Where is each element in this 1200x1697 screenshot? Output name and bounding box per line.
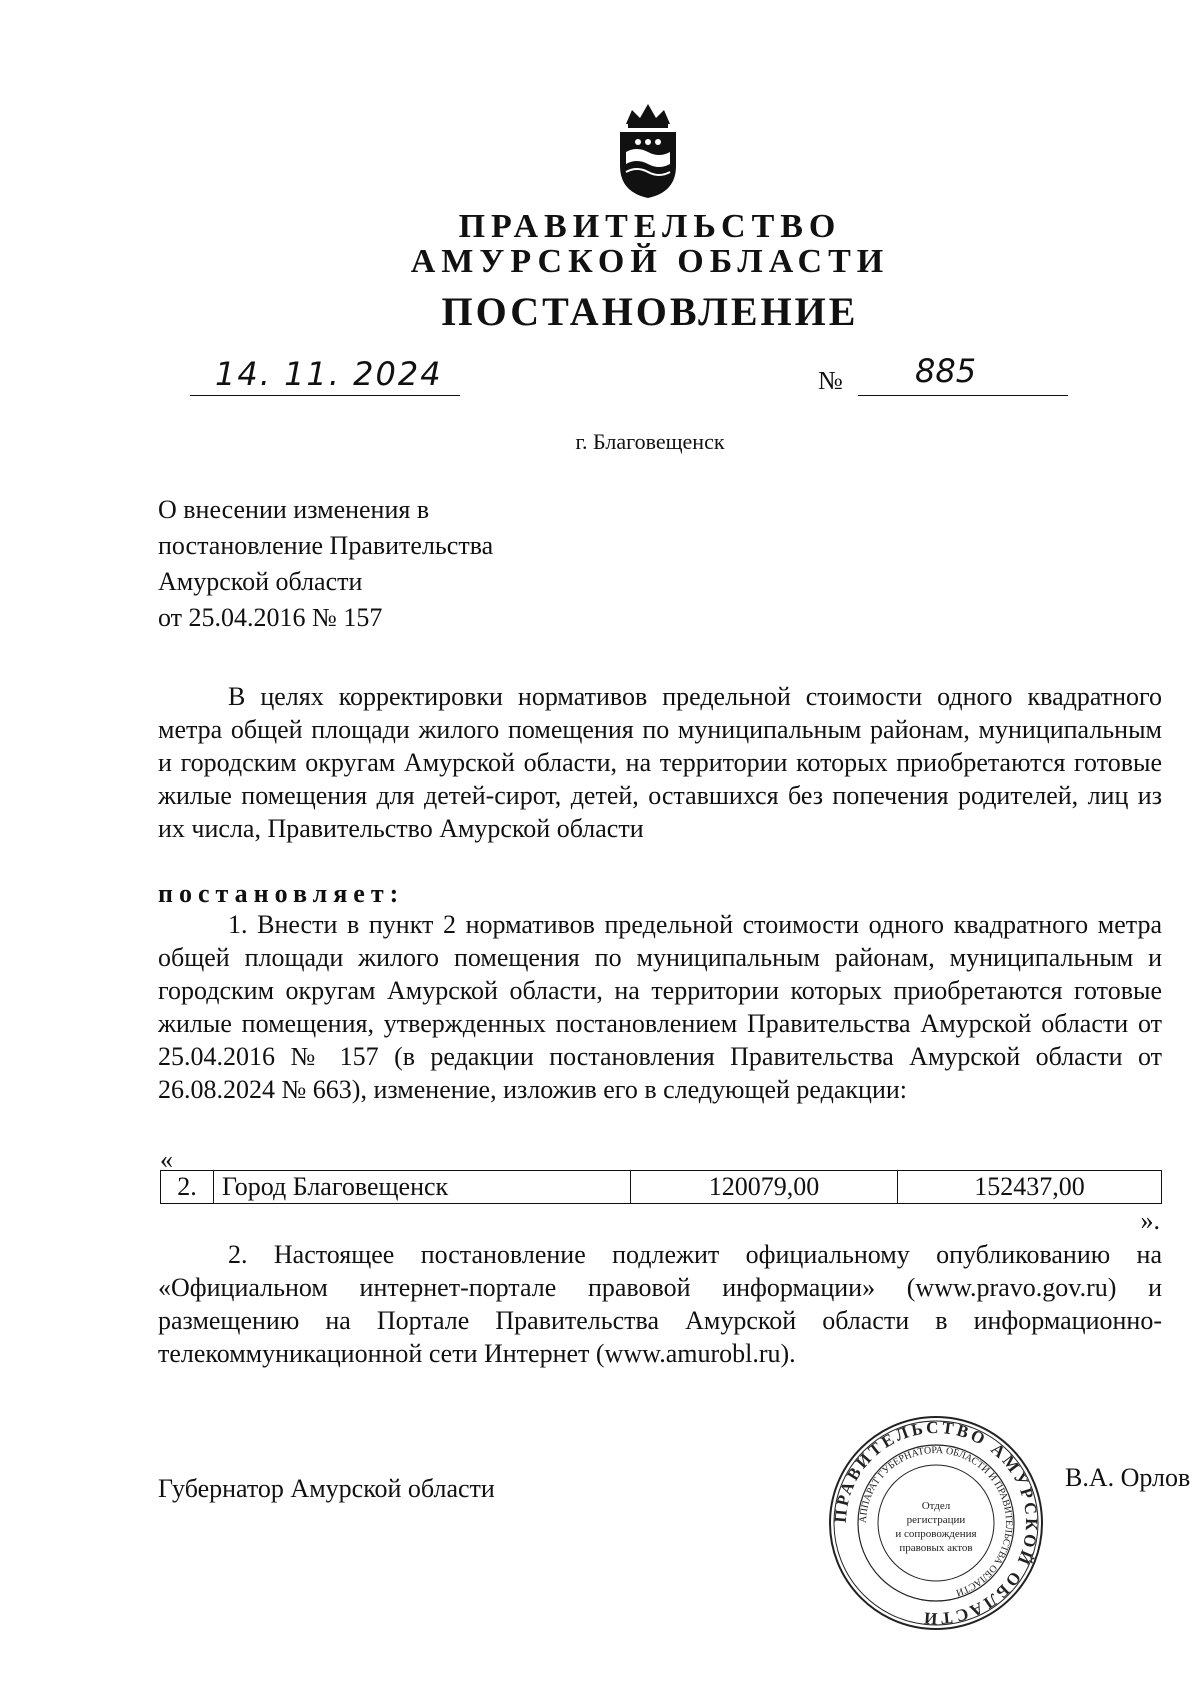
document-date: 14. 11. 2024 bbox=[215, 355, 443, 393]
value-2: 152437,00 bbox=[898, 1171, 1162, 1204]
number-underline bbox=[858, 395, 1068, 396]
date-underline bbox=[190, 395, 460, 396]
amendment-table bbox=[160, 1170, 1162, 1204]
seal-center-line: Отдел bbox=[921, 1500, 951, 1512]
signatory-name: В.А. Орлов bbox=[1065, 1463, 1191, 1492]
subject-line: О внесении изменения в bbox=[158, 495, 430, 524]
seal-inner-text: АППАРАТ ГУБЕРНАТОРА ОБЛАСТИ И ПРАВИТЕЛЬСТВА ОБЛАСТИ bbox=[857, 1444, 1015, 1598]
municipality-name: Город Благовещенск bbox=[214, 1171, 631, 1204]
quote-open: « bbox=[160, 1145, 173, 1174]
row-number: 2. bbox=[161, 1171, 214, 1204]
seal-outer-text: ПРАВИТЕЛЬСТВО АМУРСКОЙ ОБЛАСТИ bbox=[830, 1417, 1042, 1629]
document-subject bbox=[158, 492, 493, 636]
subject-line: от 25.04.2016 № 157 bbox=[158, 603, 383, 632]
organization-name-line2: АМУРСКОЙ ОБЛАСТИ bbox=[410, 243, 890, 280]
item-2-paragraph: 2. Настоящее постановление подлежит официальному опубликованию на «Официальном интернет-портале правовой информации» (www.pravo.gov.ru) и размещению на Портале Правительства Амурской области в информационно-телекоммуникационной сети Интернет (www.amurobl.ru). bbox=[158, 1240, 1162, 1368]
signatory-title: Губернатор Амурской области bbox=[158, 1474, 495, 1503]
seal-center-line: правовых актов bbox=[899, 1542, 973, 1554]
table-row bbox=[161, 1171, 1162, 1204]
official-seal-icon bbox=[826, 1413, 1046, 1633]
preamble-paragraph: В целях корректировки нормативов предельной стоимости одного квадратного метра общей площади жилого помещения по муниципальным районам, муниципальным и городским округам Амурской области, на территории которых приобретаются готовые жилые помещения для детей-сирот, детей, оставшихся без попечения родителей, лиц из их числа, Правительство Амурской области bbox=[158, 682, 1162, 843]
city: г. Благовещенск bbox=[575, 429, 725, 454]
seal-center-line: регистрации bbox=[906, 1514, 966, 1526]
quote-close: ». bbox=[1140, 1206, 1160, 1235]
subject-line: Амурской области bbox=[158, 567, 363, 596]
number-label: № bbox=[818, 366, 843, 395]
item-1-paragraph: 1. Внести в пункт 2 нормативов предельной стоимости одного квадратного метра общей площади жилого помещения по муниципальным районам, муниципальным и городским округам Амурской области, на территории которых приобретаются готовые жилые помещения, утвержденных постановлением Правительства Амурской области от 25.04.2016 № 157 (в редакции постановления Правительства Амурской области от 26.08.2024 № 663), изменение, изложив его в следующей редакции: bbox=[158, 910, 1162, 1104]
coat-of-arms-icon bbox=[612, 100, 684, 200]
resolves-heading: постановляет: bbox=[158, 879, 405, 908]
subject-line: постановление Правительства bbox=[158, 531, 494, 560]
document-type: ПОСТАНОВЛЕНИЕ bbox=[441, 289, 859, 334]
value-1: 120079,00 bbox=[631, 1171, 898, 1204]
organization-name-line1: ПРАВИТЕЛЬСТВО bbox=[458, 208, 842, 245]
document-number: 885 bbox=[915, 352, 977, 390]
seal-center-line: и сопровождения bbox=[895, 1528, 977, 1540]
